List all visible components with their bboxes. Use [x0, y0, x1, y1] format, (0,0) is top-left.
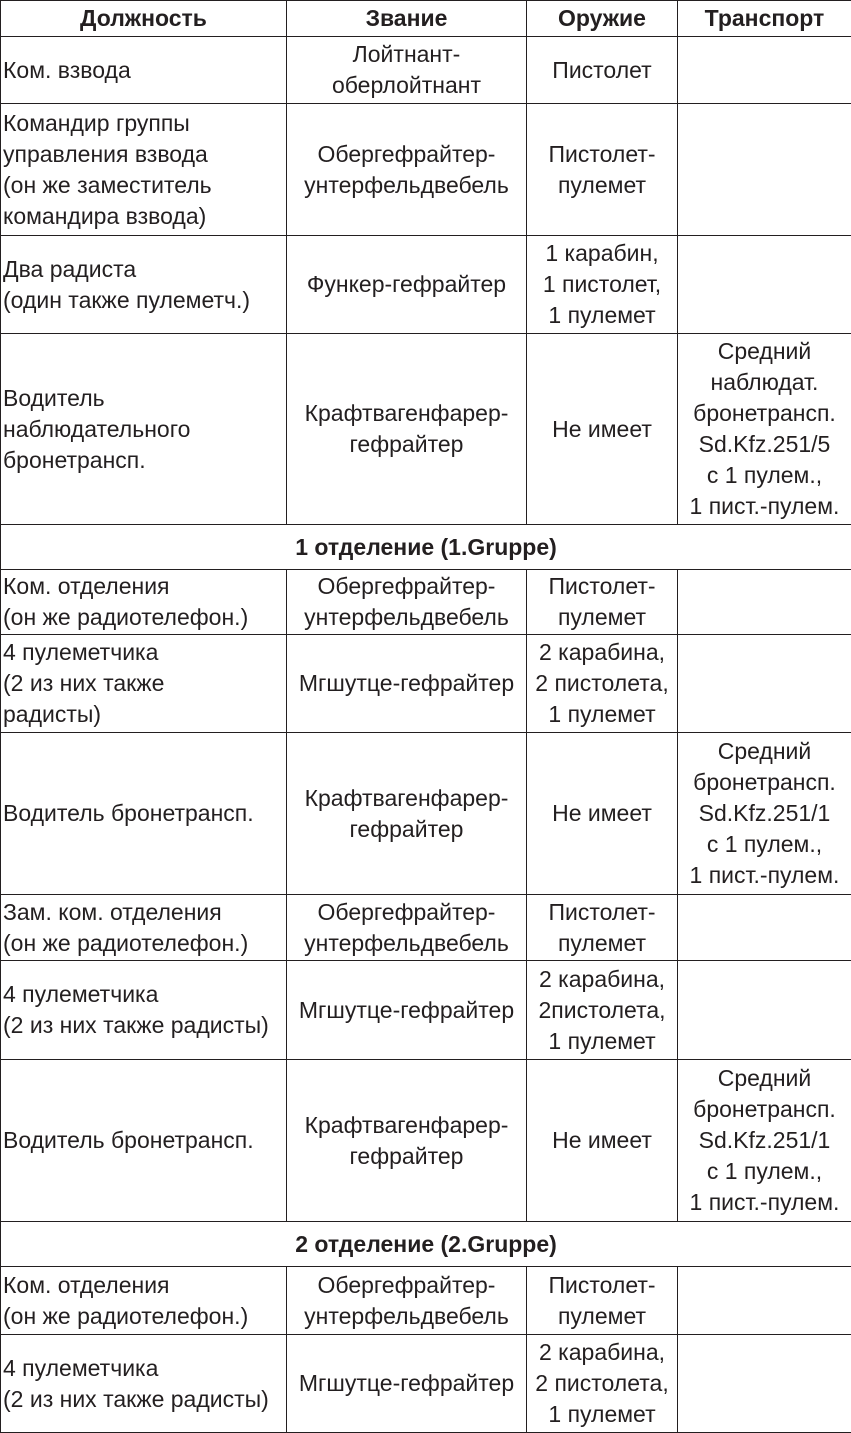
rank-cell: Мгшутце-гефрайтер: [287, 961, 527, 1060]
table-row: [1, 1335, 851, 1433]
position-cell: Командир группы управления взвода (он же заместитель командира взвода): [1, 104, 287, 236]
transport-cell: [678, 236, 851, 334]
position-cell: 4 пулеметчика (2 из них также радисты): [1, 635, 287, 733]
rank-cell: Крафтвагенфарер- гефрайтер: [287, 334, 527, 525]
table-row: [1, 635, 851, 733]
transport-cell: [678, 961, 851, 1060]
position-cell: Ком. взвода: [1, 37, 287, 104]
position-cell: Ком. отделения (он же радиотелефон.): [1, 1267, 287, 1335]
rank-cell: Крафтвагенфарер- гефрайтер: [287, 1060, 527, 1222]
weapon-cell: Не имеет: [527, 334, 678, 525]
rank-cell: Мгшутце-гефрайтер: [287, 635, 527, 733]
rank-cell: Лойтнант- оберлойтнант: [287, 37, 527, 104]
weapon-cell: Пистолет: [527, 37, 678, 104]
position-cell: Два радиста (один также пулеметч.): [1, 236, 287, 334]
weapon-cell: Пистолет- пулемет: [527, 104, 678, 236]
transport-cell: [678, 104, 851, 236]
transport-cell: [678, 895, 851, 961]
section-row: [1, 1222, 851, 1267]
weapon-cell: Пистолет- пулемет: [527, 895, 678, 961]
weapon-cell: Не имеет: [527, 1060, 678, 1222]
table-row: [1, 961, 851, 1060]
section-row: [1, 525, 851, 570]
weapon-cell: 2 карабина, 2 пистолета, 1 пулемет: [527, 1335, 678, 1433]
header-rank: Звание: [287, 1, 527, 37]
table-row: [1, 733, 851, 895]
table-row: [1, 1267, 851, 1335]
position-cell: Водитель наблюдательного бронетрансп.: [1, 334, 287, 525]
rank-cell: Обергефрайтер- унтерфельдвебель: [287, 570, 527, 635]
position-cell: Водитель бронетрансп.: [1, 1060, 287, 1222]
table-row: [1, 1060, 851, 1222]
table-row: [1, 895, 851, 961]
transport-cell: Средний наблюдат. бронетрансп. Sd.Kfz.251/5 с 1 пулем., 1 пист.-пулем.: [678, 334, 851, 525]
transport-cell: [678, 1267, 851, 1335]
weapon-cell: Не имеет: [527, 733, 678, 895]
transport-cell: [678, 1335, 851, 1433]
weapon-cell: 2 карабина, 2пистолета, 1 пулемет: [527, 961, 678, 1060]
rank-cell: Обергефрайтер- унтерфельдвебель: [287, 104, 527, 236]
transport-cell: Средний бронетрансп. Sd.Kfz.251/1 с 1 пулем., 1 пист.-пулем.: [678, 1060, 851, 1222]
transport-cell: [678, 570, 851, 635]
rank-cell: Обергефрайтер- унтерфельдвебель: [287, 1267, 527, 1335]
position-cell: 4 пулеметчика (2 из них также радисты): [1, 1335, 287, 1433]
rank-cell: Мгшутце-гефрайтер: [287, 1335, 527, 1433]
table-row: [1, 104, 851, 236]
section-title: 2 отделение (2.Gruppe): [1, 1222, 851, 1267]
header-transport: Транспорт: [678, 1, 851, 37]
transport-cell: [678, 37, 851, 104]
table-row: [1, 37, 851, 104]
weapon-cell: Пистолет- пулемет: [527, 1267, 678, 1335]
position-cell: Ком. отделения (он же радиотелефон.): [1, 570, 287, 635]
weapon-cell: Пистолет- пулемет: [527, 570, 678, 635]
header-position: Должность: [1, 1, 287, 37]
section-title: 1 отделение (1.Gruppe): [1, 525, 851, 570]
table-row: [1, 570, 851, 635]
position-cell: Зам. ком. отделения (он же радиотелефон.): [1, 895, 287, 961]
header-weapon: Оружие: [527, 1, 678, 37]
position-cell: 4 пулеметчика (2 из них также радисты): [1, 961, 287, 1060]
rank-cell: Крафтвагенфарер- гефрайтер: [287, 733, 527, 895]
rank-cell: Обергефрайтер- унтерфельдвебель: [287, 895, 527, 961]
transport-cell: Средний бронетрансп. Sd.Kfz.251/1 с 1 пулем., 1 пист.-пулем.: [678, 733, 851, 895]
rank-cell: Функер-гефрайтер: [287, 236, 527, 334]
position-cell: Водитель бронетрансп.: [1, 733, 287, 895]
transport-cell: [678, 635, 851, 733]
table-row: [1, 334, 851, 525]
table-row: [1, 236, 851, 334]
header-row: [1, 1, 851, 37]
weapon-cell: 2 карабина, 2 пистолета, 1 пулемет: [527, 635, 678, 733]
weapon-cell: 1 карабин, 1 пистолет, 1 пулемет: [527, 236, 678, 334]
